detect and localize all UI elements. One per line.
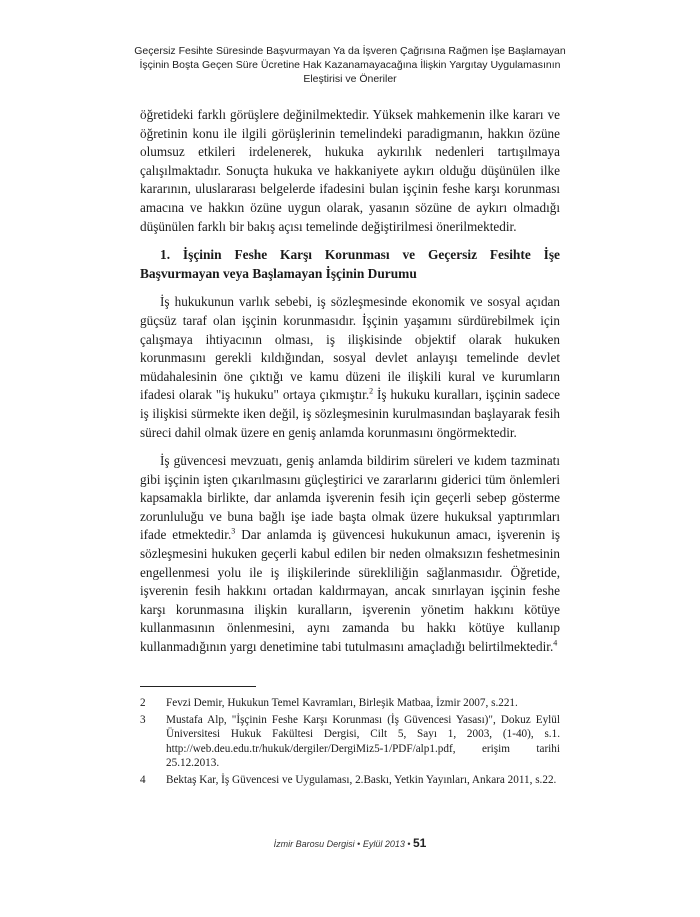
footnote-text: Bektaş Kar, İş Güvencesi ve Uygulaması, 2.Baskı, Yetkin Yayınları, Ankara 2011, s.22. (166, 773, 557, 786)
paragraph-3-text: İş güvencesi mevzuatı, geniş anlamda bildirim süreleri ve kıdem tazminatı gibi işçinin işten çıkarılmasını güçleştirici ve zararlarını giderici tüm önlemleri kapsamakla birlikte, dar anlamda işverenin fesih için geçerli sebep gösterme zorunluluğu ve buna bağlı işe iade başta olmak üzere hukuksal yaptırımları ifade etmektedir. (140, 453, 560, 543)
paragraph-2 (140, 293, 560, 442)
footnote-ref-3: 3 (231, 527, 236, 537)
footnote-number: 4 (140, 773, 146, 786)
footnote-divider (140, 686, 256, 687)
paragraph-3 (140, 452, 560, 657)
footnote-text: Mustafa Alp, "İşçinin Feshe Karşı Korunması (İş Güvencesi Yasası)", Dokuz Eylül Üniversitesi Hukuk Fakültesi Dergisi, Cilt 5, Sayı 1, 2003, (1-40), s.1. http://web.deu.edu.tr/hukuk/dergiler/DergiMiz5-1/PDF/alp1.pdf, erişim tarihi 25.12.2013. (166, 713, 560, 770)
footnote (140, 773, 560, 788)
running-header-line-1: Geçersiz Fesihte Süresinde Başvurmayan Ya da İşveren Çağrısına Rağmen İşe Başlamayan (134, 45, 566, 57)
running-header-line-2: İşçinin Boşta Geçen Süre Ücretine Hak Kazanamayacağına İlişkin Yargıtay Uygulamasının (139, 59, 561, 71)
footnote-ref-2: 2 (369, 386, 374, 396)
paragraph-3-tail: Dar anlamda iş güvencesi hukukunun amacı, işverenin iş sözleşmesini hukuken geçerli kabul edilen bir neden olmaksızın feshetmesinin engellenmesi yolu ile iş ilişkilerinde sürekliliğin sağlanmasıdır. Öğretide, işverenin fesih hakkını ortadan kaldırmayan, ancak sınırlayan işçinin feshe karşı korunmasına ilişkin kuralların, işverenin yönetim hakkını kötüye kullanmasının önlenmesini, aynı zamanda bu hakkı kötüye kullanıp kullanmadığının yargı denetimine tabi tutulmasını amaçladığı belirtilmektedir. (140, 527, 561, 655)
footnote (140, 713, 560, 771)
running-header-line-3: Eleştirisi ve Öneriler (303, 73, 397, 85)
footnote (140, 696, 560, 711)
journal-name: İzmir Barosu Dergisi (273, 839, 355, 849)
running-header (90, 44, 610, 86)
footnote-number: 2 (140, 697, 146, 709)
main-text (140, 106, 560, 657)
footnote-text: Fevzi Demir, Hukukun Temel Kavramları, Birleşik Matbaa, İzmir 2007, s.221. (166, 697, 518, 709)
footer-separator: • (404, 839, 413, 849)
paragraph-1: öğretideki farklı görüşlere değinilmektedir. Yüksek mahkemenin ilke kararı ve öğretinin konu ile ilgili görüşlerinin temelindeki paradigmanın, hakkın özüne olumsuz etkileri irdelenerek, hukuka aykırılık nedenleri tartışılmaya çalışılmaktadır. Sonuçta hukuka ve hakkaniyete aykırı olduğu düşünülen ilke kararının, uluslararası belgelerde ifadesini bulan işçinin feshe karşı korunması amacına ve hakkın özüne uygun olarak, yasanın sözüne de aykırı olmadığı düşünülen farklı bir bakış açısı temelinde değiştirilmesi önerilmektedir. (140, 107, 560, 234)
issue-date: Eylül 2013 (362, 839, 405, 849)
footnote-number: 3 (140, 713, 146, 726)
section-heading: 1. İşçinin Feshe Karşı Korunması ve Geçersiz Fesihte İşe Başvurmayan veya Başlamayan İşçinin Durumu (140, 247, 560, 281)
paragraph-2-tail: İş hukuku kuralları, işçinin sadece iş ilişkisi sürmekte iken değil, iş sözleşmesinin kurulmasından başlayarak fesih süreci dahil olmak üzere en geniş anlamda korunmasını öngörmektedir. (140, 387, 560, 440)
paragraph-2-text: İş hukukunun varlık sebebi, iş sözleşmesinde ekonomik ve sosyal açıdan güçsüz taraf olan işçinin korunmasıdır. İşçinin yaşamını sürdürebilmek için çalışmaya ihtiyacının olması, iş ilişkisinde objektif olarak hukuken korunmasını gerekli kıldığından, sosyal devlet anlayışı temelinde devlet müdahalesinin öne çıktığı ve kamu düzeni ile ilişkili kural ve kurumların ifadesi olarak "iş hukuku" ortaya çıkmıştır. (140, 294, 560, 403)
footnote-ref-4: 4 (553, 638, 558, 648)
footer-separator: • (354, 839, 363, 849)
page-footer (0, 836, 700, 850)
footnotes (140, 696, 560, 790)
page-number: 51 (413, 836, 427, 850)
